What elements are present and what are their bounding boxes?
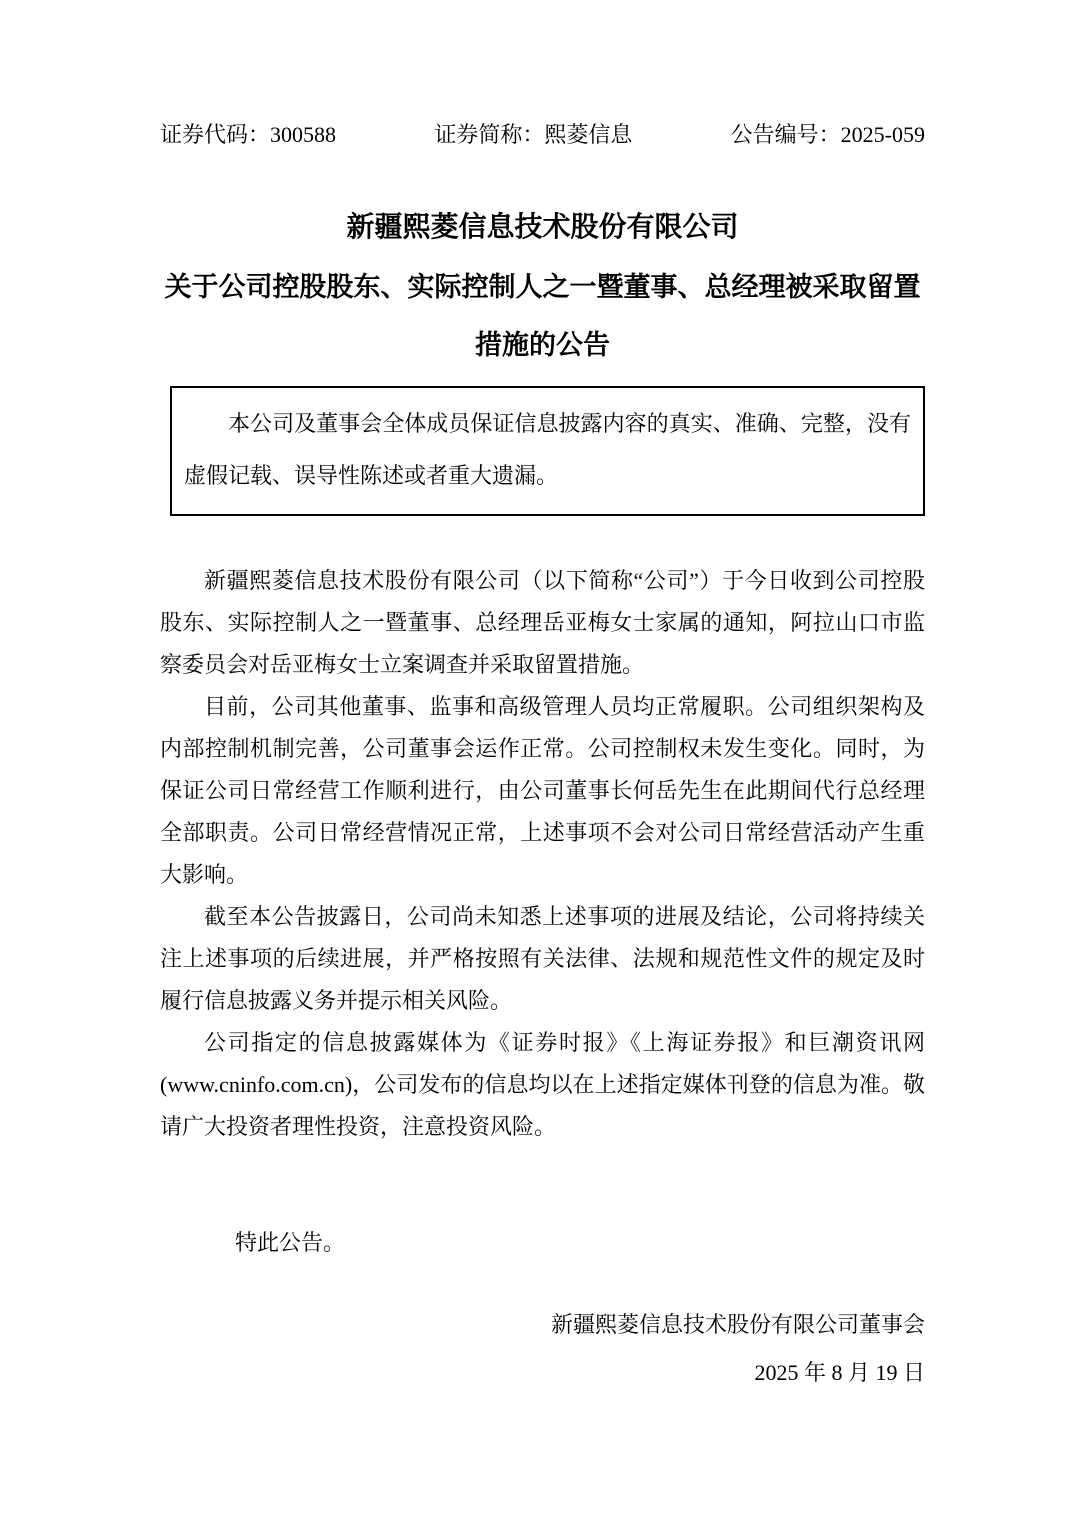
disclaimer-text: 本公司及董事会全体成员保证信息披露内容的真实、准确、完整，没有虚假记载、误导性陈述或者重大遗漏。 [184,411,911,488]
body-paragraph-4: 公司指定的信息披露媒体为《证券时报》《上海证券报》和巨潮资讯网(www.cninfo.com.cn)，公司发布的信息均以在上述指定媒体刊登的信息为准。敬请广大投资者理性投资，注意投资风险。 [160,1030,925,1139]
body-paragraph-3: 截至本公告披露日，公司尚未知悉上述事项的进展及结论，公司将持续关注上述事项的后续进展，并严格按照有关法律、法规和规范性文件的规定及时履行信息披露义务并提示相关风险。 [160,904,925,1013]
disclaimer-box [170,386,925,516]
announcement-date: 2025 年 8 月 19 日 [754,1360,925,1385]
company-name-title: 新疆熙菱信息技术股份有限公司 [346,212,739,243]
announcement-subject-title [160,258,925,374]
announcement-number: 公告编号：2025-059 [730,122,925,147]
document-header [160,118,925,152]
body-paragraph-2: 目前，公司其他董事、监事和高级管理人员均正常履职。公司组织架构及内部控制机制完善，公司董事会运作正常。公司控制权未发生变化。同时，为保证公司日常经营工作顺利进行，由公司董事长何岳先生在此期间代行总经理全部职责。公司日常经营情况正常，上述事项不会对公司日常经营活动产生重大影响。 [160,694,925,887]
announcement-body [160,560,925,1148]
subject-title-line-1: 关于公司控股股东、实际控制人之一暨董事、总经理被采取留置 [164,272,921,302]
subject-title-line-2: 措施的公告 [475,330,610,360]
body-paragraph-1: 新疆熙菱信息技术股份有限公司（以下简称“公司”）于今日收到公司控股股东、实际控制人之一暨董事、总经理岳亚梅女士家属的通知，阿拉山口市监察委员会对岳亚梅女士立案调查并采取留置措施。 [160,568,925,677]
stock-short-name: 证券简称：熙菱信息 [434,122,633,147]
stock-code: 证券代码：300588 [160,122,337,147]
signature-board: 新疆熙菱信息技术股份有限公司董事会 [550,1312,925,1337]
closing-statement: 特此公告。 [235,1230,346,1255]
